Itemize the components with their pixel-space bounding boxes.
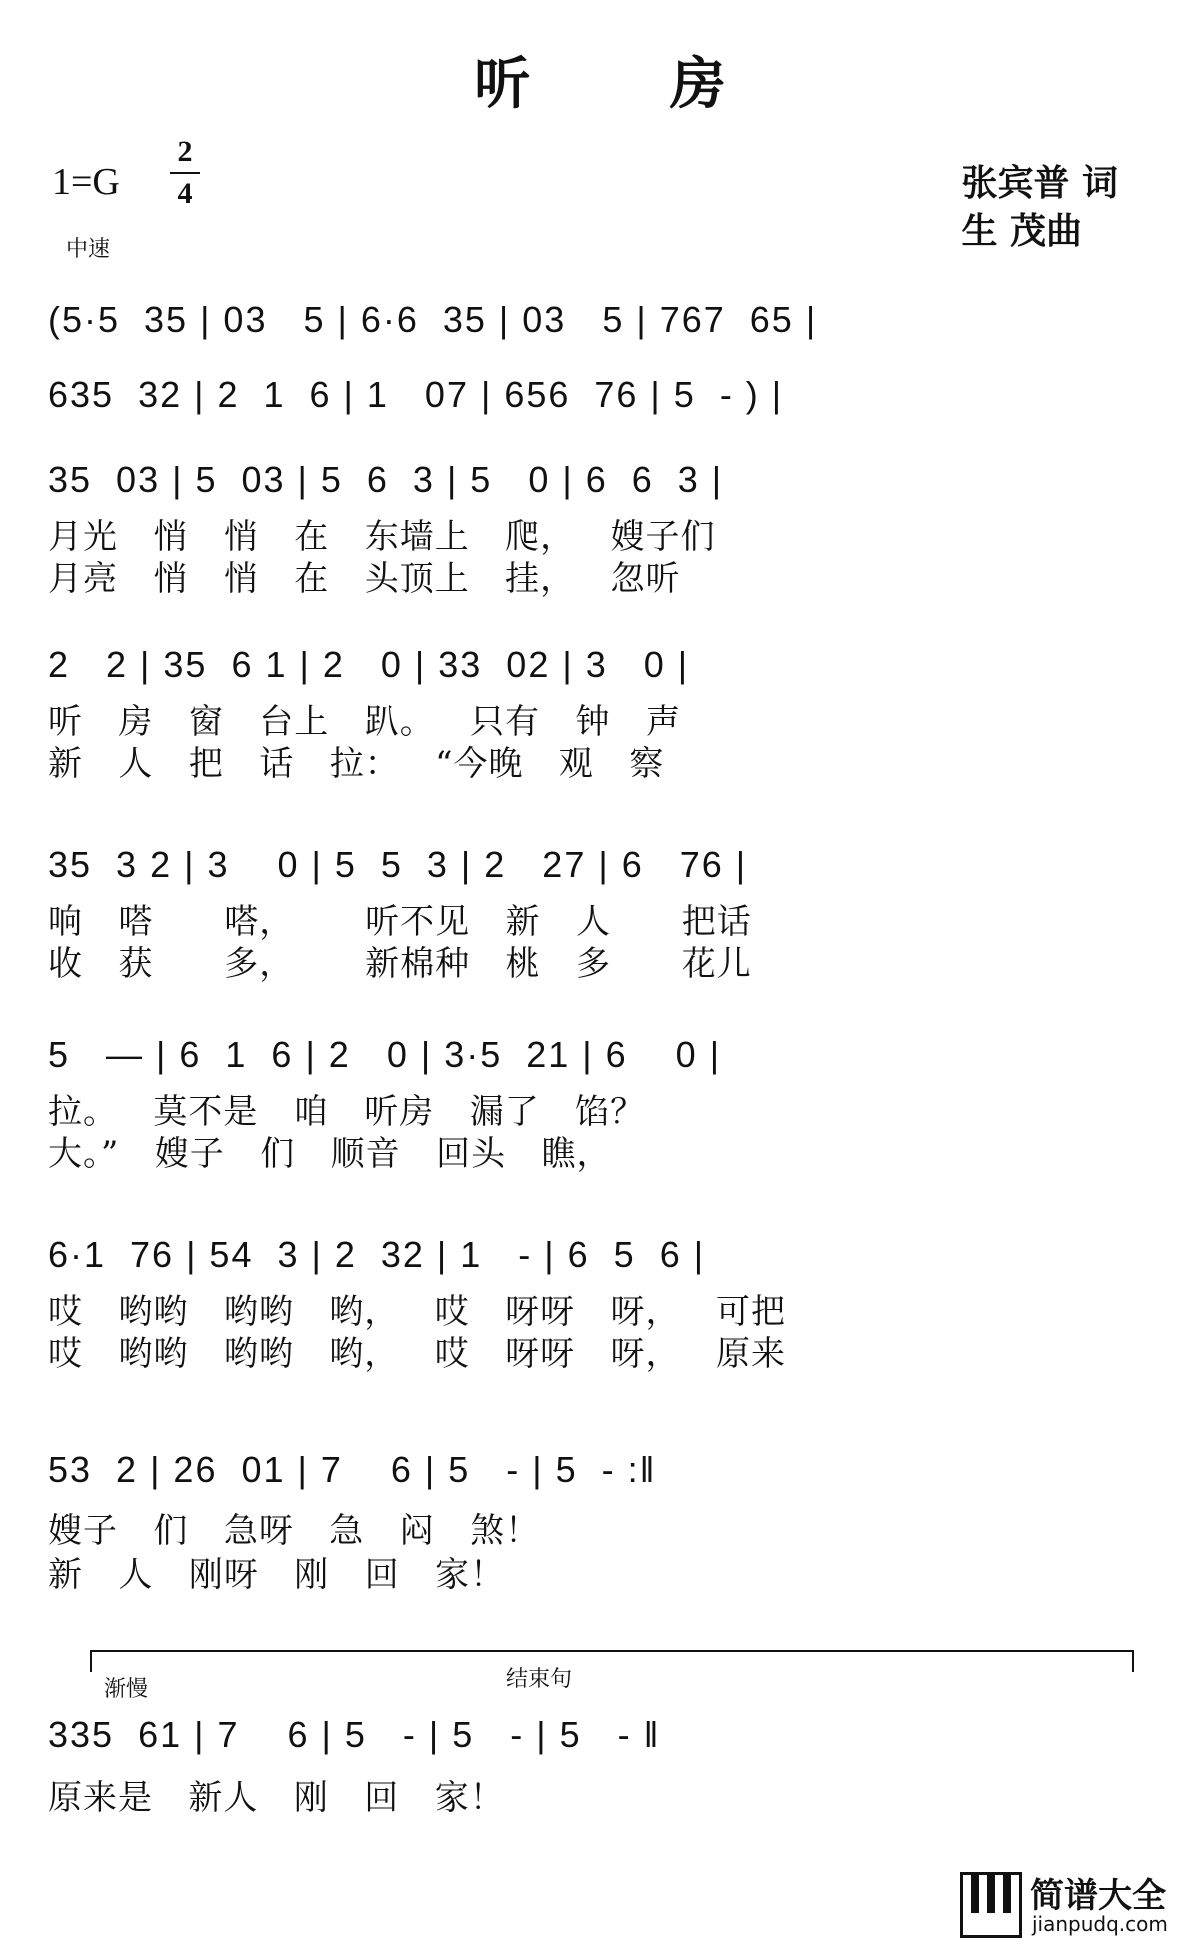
- logo-url: jianpudq.com: [1032, 1912, 1168, 1936]
- lyric-verse-1: 原来是 新人 刚 回 家！: [48, 1778, 505, 1818]
- lyric-verse-1: 嫂子 们 急呀 急 闷 煞！: [48, 1511, 541, 1551]
- tempo-marking: 中速: [66, 237, 111, 262]
- notation-line: 6·1 76 | 54 3 | 2 32 | 1 - | 6 5 6 |: [48, 1234, 706, 1275]
- logo-name: 简谱大全: [1030, 1876, 1166, 1916]
- lyric-verse-1: 响 嗒 嗒， 听不见 新 人 把话: [48, 902, 752, 942]
- notation-line: 335 61 | 7 6 | 5 - | 5 - | 5 - ‖: [48, 1714, 661, 1755]
- notation-line: (5·5 35 | 03 5 | 6·6 35 | 03 5 | 767 65 |: [48, 299, 818, 340]
- lyric-verse-2: 哎 哟哟 哟哟 哟， 哎 呀呀 呀， 原来: [48, 1334, 786, 1374]
- notation-line: 35 3 2 | 3 0 | 5 5 3 | 2 27 | 6 76 |: [48, 844, 748, 885]
- notation-line: 35 03 | 5 03 | 5 6 3 | 5 0 | 6 6 3 |: [48, 459, 724, 500]
- lyricist-credit: 张宾普 词: [961, 163, 1118, 204]
- lyric-verse-1: 哎 哟哟 哟哟 哟， 哎 呀呀 呀， 可把: [48, 1292, 786, 1332]
- notation-line: 5 — | 6 1 6 | 2 0 | 3·5 21 | 6 0 |: [48, 1034, 722, 1075]
- lyric-verse-2: 新 人 刚呀 刚 回 家！: [48, 1555, 506, 1595]
- lyric-verse-1: 听 房 窗 台上 趴。 只有 钟 声: [48, 702, 681, 742]
- lyric-verse-2: 新 人 把 话 拉： “今晚 观 察: [48, 744, 665, 784]
- lyric-verse-1: 拉。 莫不是 咱 听房 漏了 馅？: [48, 1092, 646, 1132]
- meter-bottom: 4: [177, 177, 193, 210]
- composer-credit: 生 茂曲: [961, 211, 1082, 252]
- lyric-verse-1: 月光 悄 悄 在 东墙上 爬， 嫂子们: [48, 517, 716, 557]
- key-signature: 1=G: [52, 161, 120, 203]
- notation-line: 635 32 | 2 1 6 | 1 07 | 656 76 | 5 - ) |: [48, 374, 784, 415]
- ritard-marking: 渐慢: [104, 1677, 149, 1702]
- song-title: 听 房: [474, 51, 786, 117]
- ending-marking: 结束句: [506, 1667, 573, 1692]
- meter-top: 2: [177, 135, 193, 168]
- site-logo: [960, 1868, 1190, 1944]
- notation-line: 2 2 | 35 6 1 | 2 0 | 33 02 | 3 0 |: [48, 644, 690, 685]
- credits: [961, 160, 1118, 256]
- lyric-verse-2: 月亮 悄 悄 在 头顶上 挂， 忽听: [48, 559, 681, 599]
- piano-icon: [960, 1872, 1022, 1938]
- ending-bracket: [90, 1650, 1134, 1672]
- notation-line: 53 2 | 26 01 | 7 6 | 5 - | 5 - :‖: [48, 1449, 657, 1490]
- time-signature: [168, 132, 202, 214]
- lyric-verse-2: 大。” 嫂子 们 顺音 回头 瞧，: [48, 1134, 612, 1174]
- lyric-verse-2: 收 获 多， 新棉种 桃 多 花儿: [48, 944, 752, 984]
